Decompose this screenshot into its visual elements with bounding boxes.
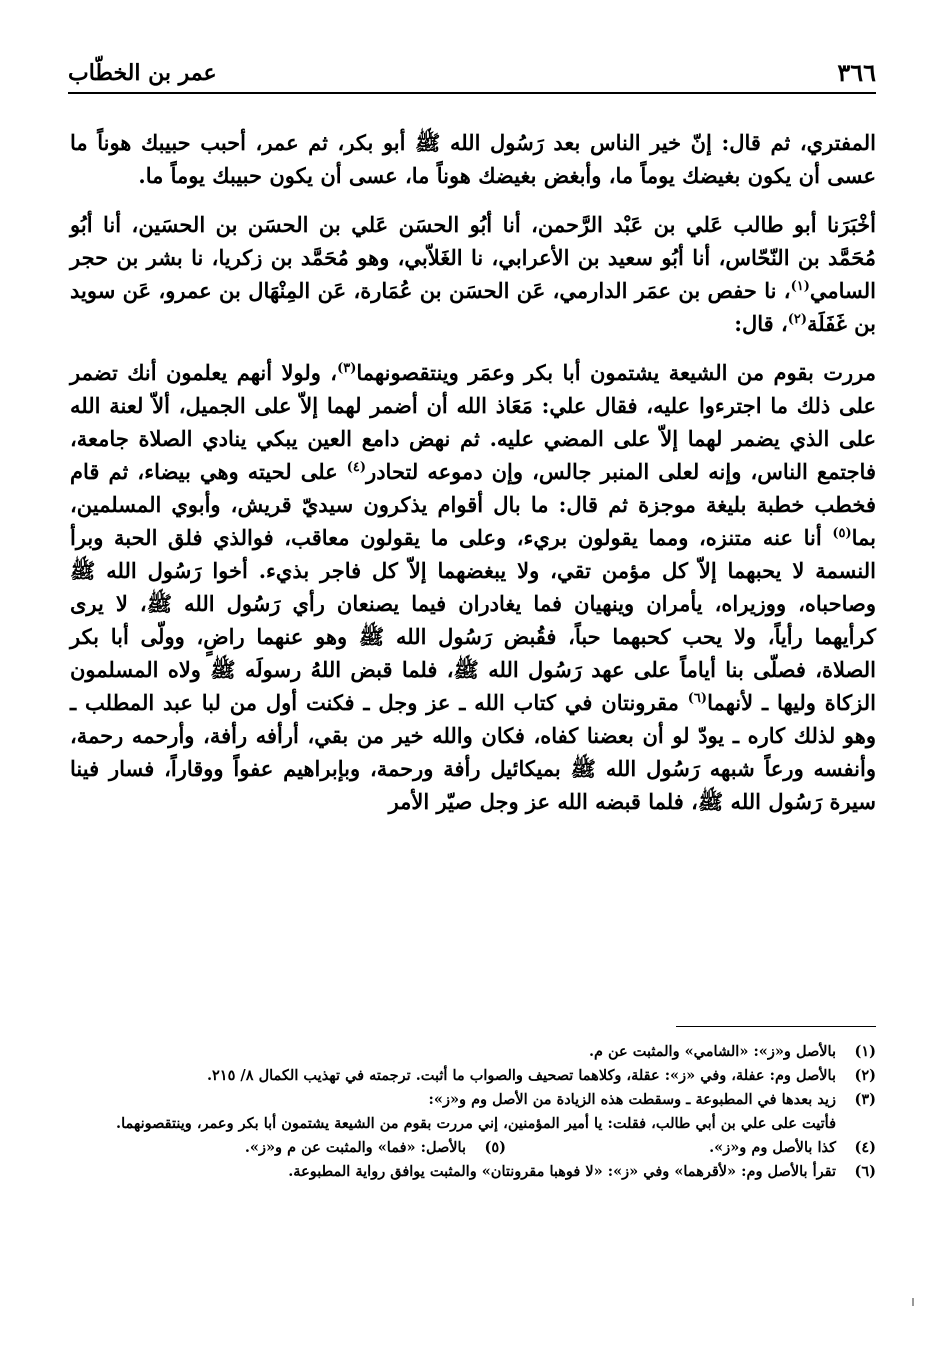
footnote-6: [70, 1160, 876, 1184]
footnote-ref-6: (٦): [687, 691, 708, 706]
paragraph-3-narration: [70, 356, 876, 818]
footnote-number: (١): [854, 1043, 876, 1060]
footnote-ref-2: (٢): [787, 312, 808, 327]
isnad-text-c: ، قال:: [734, 311, 788, 336]
isnad-text-b: ، نا حفص بن عمَر الدارمي، عَن الحسَن بن عُمَارة، عَن المِنْهَال بن عمرو، عَن سويد بن غَفَلَة: [70, 278, 876, 336]
footnote-4-text: كذا بالأصل وم و«ز».: [709, 1139, 836, 1156]
narration-text-e: مقرونتان في كتاب الله ـ عز وجل ـ فكنت أول من لبا عبد المطلب ـ وهو لذلك كاره ـ يودّ لو أن بعضنا كفاه، فكان والله خير من بقي، أرأفه رأفة، وأرحمه رحمة، وأنفسه ورعاً شبهه رَسُول الله ﷺ بميكائيل رأفة ورحمة، وبإبراهيم عفواً ووقاراً، فسار فينا سيرة رَسُول الله ﷺ، فلما قبضه الله عز وجل صيّر الأمر: [70, 690, 876, 814]
isnad-text-a: أبو طالب عَلي بن عَبْد الرَّحمن، أنا أبُو الحسَن عَلي بن الحسَن بن الحسَين، أنا أبُو مُحَمَّد بن النّحّاس، أنا أبُو سعيد بن الأعرابي، نا الغَلاّبي، وهو مُحَمَّد بن زكريا، نا بشر بن حجر السامي: [70, 212, 876, 303]
footnote-4-5-row: [70, 1136, 876, 1160]
book-title: عمر بن الخطّاب: [68, 60, 217, 86]
footnote-text: بالأصل وم: عفلة، وفي «ز»: عقلة، وكلاهما تصحيف والصواب ما أثبت. ترجمته في تهذيب الكمال ٨/ ٢١٥.: [206, 1067, 836, 1084]
footnote-ref-3: (٣): [337, 361, 357, 376]
footnote-5-text: بالأصل: «فما» والمثبت عن م و«ز».: [244, 1139, 466, 1156]
page-number: ٣٦٦: [837, 58, 876, 87]
paragraph-1: المفتري، ثم قال: إنّ خير الناس بعد رَسُول الله ﷺ أبو بكر، ثم عمر، أحبب حبيبك هوناً ما عسى أن يكون بغيضك يوماً ما، وأبغض بغيضك هوناً ما، عسى أن يكون حبيبك يوماً ما.: [70, 130, 876, 188]
running-head: [68, 58, 876, 92]
footnote-3-continuation: فأتيت على علي بن أبي طالب، فقلت: يا أمير المؤمنين، إني مررت بقوم من الشيعة يشتمون أبا بكر وعمر، وينتقصونهما.: [116, 1115, 836, 1132]
narration-text-a: مررت بقوم من الشيعة يشتمون أبا بكر وعمَر وينتقصونهما: [356, 360, 876, 385]
scan-speck: [912, 1298, 914, 1306]
footnote-ref-4: (٤): [346, 460, 367, 475]
footnotes: [70, 1040, 876, 1184]
footnote-separator: [676, 1026, 876, 1027]
footnote-number: (٢): [854, 1067, 876, 1084]
footnote-number: (٤): [854, 1139, 876, 1156]
footnote-1: [70, 1040, 876, 1064]
footnote-3: [70, 1088, 876, 1112]
paragraph-2-isnad: [70, 208, 876, 340]
footnote-ref-1: (١): [790, 279, 810, 294]
footnote-2: [70, 1064, 876, 1088]
narration-text-b: ، ولولا أنهم يعلمون أنك تضمر على ذلك ما اجترءوا عليه، فقال علي: مَعَاذ الله أن أضمر لهما إلاّ على الجميل، ألاّ لعنة الله على الذي يضمر لهما إلاّ على المضي عليه. ثم نهض دامع العين يبكي ينادي الصلاة جامعة، فاجتمع الناس، وإنه لعلى المنبر جالس، وإن دموعه لتحادر: [70, 360, 876, 484]
main-text: [70, 126, 876, 834]
narration-text-d: أنا عنه متنزه، ومما يقولون بريء، وعلى ما يقولون معاقب، فوالذي فلق الحبة وبرأ النسمة لا يحبهما إلاّ كل مؤمن تقي، ولا يبغضهما إلاّ كل فاجر بذيء. أخوا رَسُول الله ﷺ وصاحباه، ووزيراه، يأمران وينهيان فما يغادران فيما يصنعان رأي رَسُول الله ﷺ، لا يرى كرأيهما رأياً، ولا يحب كحبهما حباً، فقُبض رَسُول الله ﷺ وهو عنهما راضٍ، وولّى أبا بكر الصلاة، فصلّى بنا أياماً على عهد رَسُول الله ﷺ، فلما قبض اللهُ رسولَه ﷺ ولاه المسلمون الزكاة وليها ـ لأنهما: [70, 525, 877, 715]
footnote-number: (٣): [854, 1091, 876, 1108]
narration-text-c: على لحيته وهي بيضاء، ثم قام فخطب خطبة بليغة موجزة ثم قال: ما بال أقوام يذكرون سيديّ قريش، وأبوي المسلمين، بما: [70, 459, 876, 550]
footnote-text: تقرأ بالأصل وم: «لأقرهما» وفي «ز»: «لا فوهبا مقرونتان» والمثبت يوافق رواية المطبوعة.: [288, 1163, 836, 1180]
footnote-number: (٦): [854, 1163, 876, 1180]
footnote-text: بالأصل و«ز»: «الشامي» والمثبت عن م.: [588, 1043, 836, 1060]
footnote-number: (٥): [484, 1139, 506, 1156]
header-rule: [68, 92, 876, 94]
footnote-ref-5: (٥): [832, 526, 852, 541]
footnote-text: زيد بعدها في المطبوعة ـ وسقطت هذه الزيادة من الأصل وم و«ز»:: [428, 1091, 836, 1108]
akhbarana-lead-word: أخْبَرَنا: [827, 212, 876, 237]
